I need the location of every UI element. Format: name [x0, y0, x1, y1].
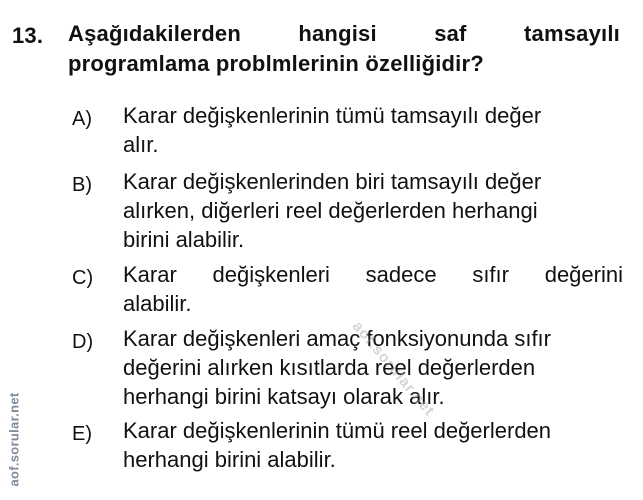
option-line: alabilir.	[123, 291, 192, 316]
question-number: 13.	[12, 23, 44, 48]
question-line-1	[68, 19, 620, 49]
option-line: Karar değişkenlerinin tümü tamsayılı değer	[123, 103, 542, 128]
option-line: herhangi birini alabilir.	[123, 447, 336, 472]
question-word: tamsayılı	[524, 21, 620, 46]
option-word: değişkenleri	[212, 262, 330, 287]
option-letter: E)	[72, 423, 92, 445]
option-text	[123, 416, 623, 474]
question-word: saf	[434, 21, 467, 46]
option-letter: A)	[72, 108, 92, 130]
option-word: değerini	[544, 262, 623, 287]
diagonal-watermark: aof.sorular.net	[348, 318, 439, 420]
option-word: sadece	[365, 262, 437, 287]
option-text	[123, 167, 623, 254]
option-line: alır.	[123, 132, 159, 157]
vertical-watermark: aof.sorular.net	[6, 392, 22, 487]
option-word: Karar	[123, 262, 177, 287]
option-word: sıfır	[472, 262, 509, 287]
option-line: Karar değişkenlerinin tümü reel değerlerden	[123, 418, 552, 443]
option-line: birini alabilir.	[123, 227, 245, 252]
option-text	[123, 101, 623, 159]
option-line: Karar değişkenlerinden biri tamsayılı değer	[123, 169, 542, 194]
option-text	[123, 260, 623, 318]
question-word: Aşağıdakilerden	[68, 21, 241, 46]
option-letter: D)	[72, 331, 94, 353]
option-line: değerini alırken kısıtlarda reel değerlerden	[123, 355, 536, 380]
question-word: hangisi	[298, 21, 377, 46]
option-line: alırken, diğerleri reel değerlerden herhangi	[123, 198, 538, 223]
option-letter: C)	[72, 267, 94, 289]
option-line	[123, 260, 623, 289]
option-letter: B)	[72, 174, 92, 196]
question-text	[68, 19, 620, 79]
option-line: herhangi birini katsayı olarak alır.	[123, 384, 445, 409]
question-line-2: programlama problmlerinin özelliğidir?	[68, 51, 484, 76]
option-line: Karar değişkenleri amaç fonksiyonunda sıfır	[123, 326, 551, 351]
